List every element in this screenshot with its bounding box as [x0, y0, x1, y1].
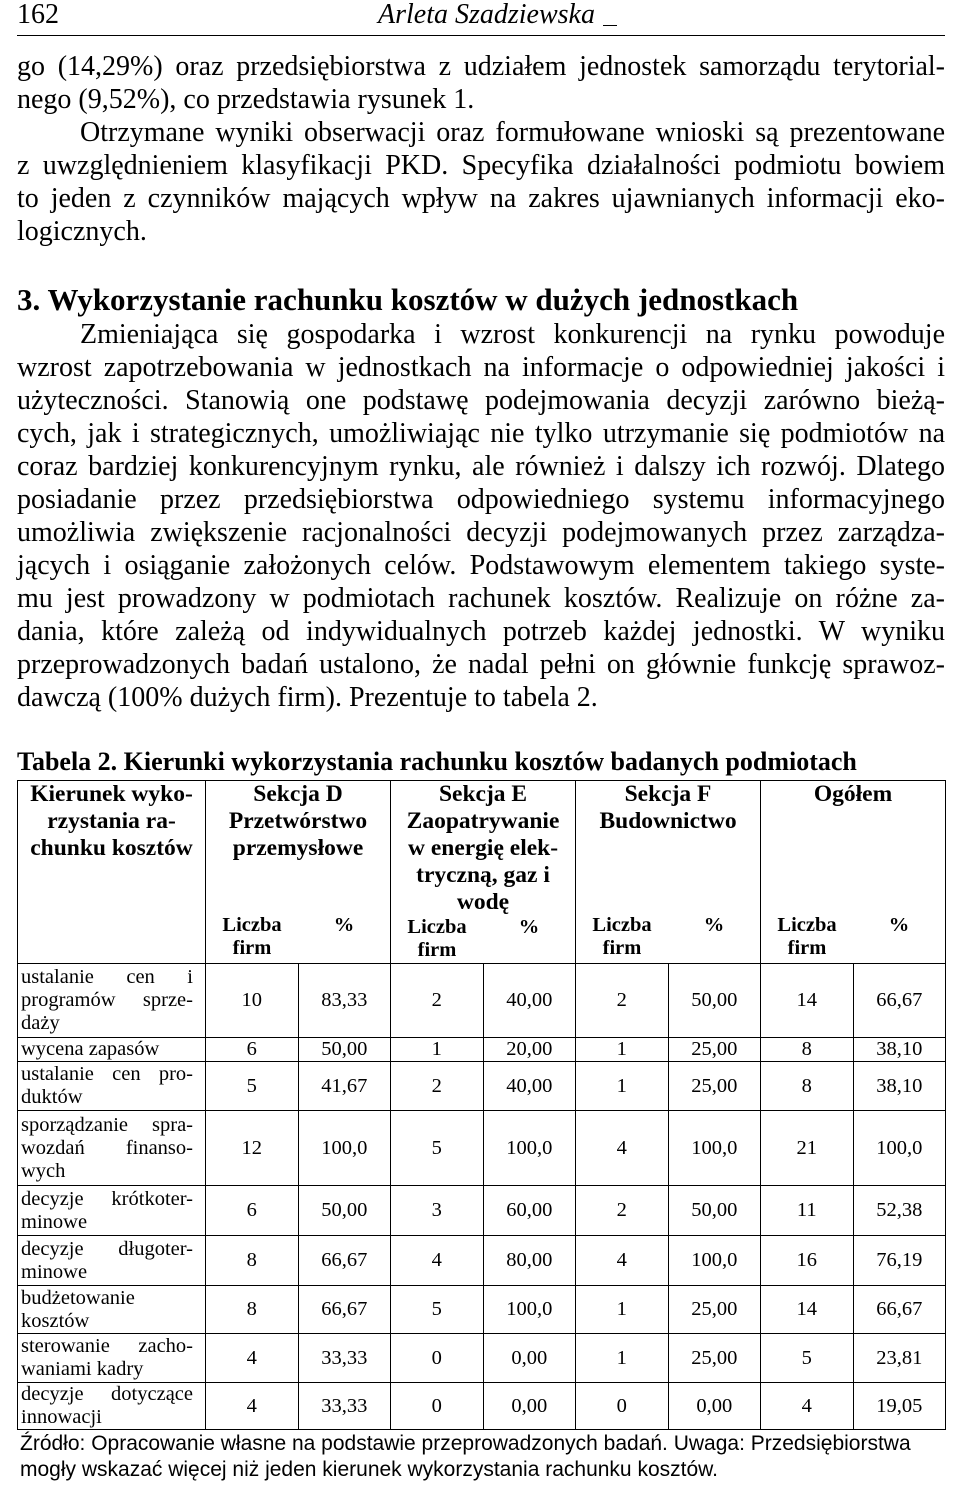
label-line: minowe	[21, 1260, 88, 1283]
running-head-author: Arleta Szadziewska	[378, 0, 595, 30]
value-cell: 66,67	[853, 964, 946, 1038]
sub-header-line: firm	[417, 939, 457, 961]
value-cell: 0	[391, 1334, 484, 1383]
value-cell: 50,00	[668, 1186, 761, 1236]
value-cell: 0	[576, 1383, 669, 1430]
value-cell: 6	[206, 1186, 299, 1236]
label-line: kosztów	[21, 1309, 90, 1332]
page-number: 162	[17, 0, 59, 30]
section-name	[576, 781, 760, 835]
value-cell: 76,19	[853, 1236, 946, 1286]
value-cell: 1	[576, 1062, 669, 1111]
section-header-inner	[576, 781, 760, 962]
text-line: jących i osiąganie założonych celów. Podstawowym elementem takiego syste-	[17, 550, 945, 581]
sub-header-row	[761, 914, 945, 962]
value-cell: 16	[761, 1236, 854, 1286]
sub-header-line: firm	[602, 937, 642, 959]
section-name	[761, 781, 945, 808]
label-line: daży	[21, 1012, 60, 1034]
paragraph	[17, 116, 945, 248]
percent-sub-header: %	[518, 916, 540, 938]
value-cell: 66,67	[298, 1286, 391, 1334]
value-cell: 0,00	[483, 1334, 576, 1383]
table-row	[18, 1186, 946, 1236]
text-line: użyteczności. Stanowią one podstawę podejmowania decyzji zarówno bieżą-	[17, 385, 945, 416]
text-line: dawczą (100% dużych firm). Prezentuje to tabela 2.	[17, 682, 598, 713]
text-line: wzrost zapotrzebowania w jednostkach na informacje o odpowiedniej jakości i	[17, 352, 945, 383]
value-cell: 41,67	[298, 1062, 391, 1111]
text-line: Otrzymane wyniki obserwacji oraz formułowane wnioski są prezentowane	[80, 117, 945, 148]
label-line: sporządzanie spra-	[21, 1113, 193, 1136]
value-cell: 1	[576, 1286, 669, 1334]
label-line: sterowanie zacho-	[21, 1335, 193, 1357]
value-cell: 40,00	[483, 1062, 576, 1111]
count-sub-header	[391, 916, 483, 962]
value-cell: 5	[391, 1286, 484, 1334]
label-line: decyzje krótkoter-	[21, 1187, 193, 1210]
value-cell: 5	[391, 1111, 484, 1186]
value-cell: 100,0	[853, 1111, 946, 1186]
text-line: cych, jak i strategicznych, umożliwiając nie tylko utrzymanie się podmiotów na	[17, 418, 945, 449]
value-cell: 4	[761, 1383, 854, 1430]
section-header-inner	[206, 781, 390, 962]
value-cell: 33,33	[298, 1334, 391, 1383]
value-cell: 14	[761, 1286, 854, 1334]
value-cell: 2	[391, 1062, 484, 1111]
value-cell: 8	[206, 1286, 299, 1334]
header-row	[18, 781, 946, 964]
row-label-cell	[18, 1111, 206, 1186]
value-cell: 0,00	[483, 1383, 576, 1430]
value-cell: 100,0	[483, 1286, 576, 1334]
row-label-cell	[18, 1038, 206, 1062]
value-cell: 100,0	[668, 1111, 761, 1186]
section-name	[206, 781, 390, 862]
label-line: minowe	[21, 1210, 88, 1233]
label-line: wozdań finanso-	[21, 1136, 193, 1159]
count-sub-header	[761, 914, 853, 960]
total-header	[761, 781, 946, 964]
table-row	[18, 1383, 946, 1430]
row-label-cell	[18, 964, 206, 1038]
header-line: wodę	[456, 889, 510, 915]
value-cell: 38,10	[853, 1038, 946, 1062]
value-cell: 0	[391, 1383, 484, 1430]
value-cell: 100,0	[668, 1236, 761, 1286]
sub-header-line: Liczba	[592, 914, 652, 936]
source-line: Źródło: Opracowanie własne na podstawie przeprowadzonych badań. Uwaga: Przedsiębiorstwa	[20, 1432, 911, 1455]
label-line: waniami kadry	[21, 1358, 144, 1380]
value-cell: 66,67	[853, 1286, 946, 1334]
table-body	[18, 964, 946, 1430]
row-label-cell	[18, 1286, 206, 1334]
value-cell: 1	[576, 1038, 669, 1062]
section-header-inner	[391, 781, 575, 962]
value-cell: 23,81	[853, 1334, 946, 1383]
value-cell: 25,00	[668, 1286, 761, 1334]
value-cell: 100,0	[298, 1111, 391, 1186]
corner-header	[18, 781, 206, 964]
value-cell: 3	[391, 1186, 484, 1236]
text-line: nego (9,52%), co przedstawia rysunek 1.	[17, 84, 475, 115]
value-cell: 50,00	[298, 1038, 391, 1062]
label-line: programów sprze-	[21, 989, 193, 1011]
header-line: tryczną, gaz i	[416, 862, 550, 888]
value-cell: 40,00	[483, 964, 576, 1038]
header-line: Zaopatrywanie	[406, 808, 560, 834]
text-line: to jeden z czynników mających wpływ na zakres ujawnianych informacji eko-	[17, 183, 945, 214]
value-cell: 100,0	[483, 1111, 576, 1186]
running-head-mark	[603, 25, 617, 26]
value-cell: 4	[576, 1236, 669, 1286]
header-line: Sekcja E	[438, 781, 528, 807]
sub-header-line: firm	[787, 937, 827, 959]
text-line: dania, które zależą od indywidualnych potrzeb każdej jednostki. W wyniku	[17, 616, 945, 647]
value-cell: 0,00	[668, 1383, 761, 1430]
table-caption: Tabela 2. Kierunki wykorzystania rachunku kosztów badanych podmiotach	[17, 747, 857, 776]
sub-header-row	[391, 916, 575, 964]
value-cell: 11	[761, 1186, 854, 1236]
source-line: mogły wskazać więcej niż jeden kierunek wykorzystania rachunku kosztów.	[20, 1458, 718, 1481]
header-line: chunku kosztów	[30, 835, 193, 861]
value-cell: 4	[206, 1334, 299, 1383]
label-line: decyzje długoter-	[21, 1237, 193, 1260]
label-line: ustalanie cen pro-	[21, 1063, 193, 1085]
text-line: posiadanie przez przedsiębiorstwa odpowiedniego systemu informacyjnego	[17, 484, 945, 515]
header-line: rzystania ra-	[47, 808, 176, 834]
value-cell: 50,00	[298, 1186, 391, 1236]
text-line: mu jest prowadzony w podmiotach rachunek kosztów. Realizuje on różne za-	[17, 583, 945, 614]
value-cell: 14	[761, 964, 854, 1038]
data-table	[17, 780, 946, 1430]
section-header-inner	[761, 781, 945, 962]
value-cell: 21	[761, 1111, 854, 1186]
label-line: wych	[21, 1159, 66, 1182]
table-row	[18, 1236, 946, 1286]
header-line: Budownictwo	[599, 808, 737, 834]
section-text	[17, 318, 945, 714]
section-heading: 3. Wykorzystanie rachunku kosztów w dużych jednostkach	[17, 282, 799, 317]
value-cell: 33,33	[298, 1383, 391, 1430]
header-line: Sekcja F	[624, 781, 712, 807]
table-row	[18, 1334, 946, 1383]
text-line: logicznych.	[17, 216, 147, 247]
label-line: innowacji	[21, 1406, 102, 1428]
intro-text	[17, 50, 945, 248]
table-row	[18, 1038, 946, 1062]
header-line: Sekcja D	[253, 781, 343, 807]
value-cell: 66,67	[298, 1236, 391, 1286]
row-label-cell	[18, 1062, 206, 1111]
sub-header-row	[206, 914, 390, 962]
sub-header-line: Liczba	[222, 914, 282, 936]
value-cell: 4	[206, 1383, 299, 1430]
value-cell: 38,10	[853, 1062, 946, 1111]
value-cell: 52,38	[853, 1186, 946, 1236]
text-line: Zmieniająca się gospodarka i wzrost konkurencji na rynku powoduje	[80, 319, 945, 350]
paragraph	[17, 50, 945, 116]
table-row	[18, 1062, 946, 1111]
label-line: wycena zapasów	[21, 1038, 160, 1060]
source-note	[20, 1431, 945, 1483]
section-f-header	[576, 781, 761, 964]
section-d-header	[206, 781, 391, 964]
value-cell: 19,05	[853, 1383, 946, 1430]
row-label-cell	[18, 1383, 206, 1430]
percent-sub-header: %	[888, 914, 910, 936]
table-row	[18, 1111, 946, 1186]
header-line: w energię elek-	[407, 835, 559, 861]
value-cell: 2	[391, 964, 484, 1038]
paragraph	[17, 318, 945, 714]
row-label-cell	[18, 1334, 206, 1383]
sub-header-row	[576, 914, 760, 962]
row-label-cell	[18, 1186, 206, 1236]
label-line: duktów	[21, 1086, 83, 1108]
label-line: ustalanie cen i	[21, 966, 193, 988]
sub-header-line: firm	[232, 937, 272, 959]
table-header	[18, 781, 946, 964]
value-cell: 83,33	[298, 964, 391, 1038]
table-row	[18, 1286, 946, 1334]
value-cell: 1	[576, 1334, 669, 1383]
table-row	[18, 964, 946, 1038]
label-line: budżetowanie	[21, 1286, 135, 1309]
value-cell: 8	[206, 1236, 299, 1286]
sub-header-line: Liczba	[777, 914, 837, 936]
header-line: Ogółem	[813, 781, 893, 807]
count-sub-header	[206, 914, 298, 960]
value-cell: 60,00	[483, 1186, 576, 1236]
section-e-header	[391, 781, 576, 964]
percent-sub-header: %	[703, 914, 725, 936]
value-cell: 25,00	[668, 1038, 761, 1062]
text-line: coraz bardziej konkurencyjnym rynku, ale również i dalszy ich rozwój. Dlatego	[17, 451, 945, 482]
corner-header-text	[18, 781, 205, 862]
value-cell: 4	[576, 1111, 669, 1186]
section-name	[391, 781, 575, 916]
value-cell: 8	[761, 1038, 854, 1062]
value-cell: 20,00	[483, 1038, 576, 1062]
value-cell: 5	[761, 1334, 854, 1383]
header-line: Przetwórstwo	[228, 808, 368, 834]
text-line: z uwzględnieniem klasyfikacji PKD. Specyfika działalności podmiotu bowiem	[17, 150, 945, 181]
header-line: Kierunek wyko-	[30, 781, 193, 807]
value-cell: 4	[391, 1236, 484, 1286]
value-cell: 6	[206, 1038, 299, 1062]
value-cell: 5	[206, 1062, 299, 1111]
value-cell: 1	[391, 1038, 484, 1062]
sub-header-line: Liczba	[407, 916, 467, 938]
count-sub-header	[576, 914, 668, 960]
value-cell: 10	[206, 964, 299, 1038]
header-line: przemysłowe	[232, 835, 364, 861]
percent-sub-header: %	[333, 914, 355, 936]
value-cell: 12	[206, 1111, 299, 1186]
value-cell: 50,00	[668, 964, 761, 1038]
row-label-cell	[18, 1236, 206, 1286]
value-cell: 25,00	[668, 1062, 761, 1111]
header-rule	[17, 35, 945, 36]
text-line: go (14,29%) oraz przedsiębiorstwa z udziałem jednostek samorządu terytorial-	[17, 51, 945, 82]
value-cell: 2	[576, 964, 669, 1038]
value-cell: 80,00	[483, 1236, 576, 1286]
value-cell: 8	[761, 1062, 854, 1111]
label-line: decyzje dotyczące	[21, 1383, 193, 1405]
text-line: umożliwia zwiększenie racjonalności decyzji podejmowanych przez zarządza-	[17, 517, 945, 548]
value-cell: 2	[576, 1186, 669, 1236]
value-cell: 25,00	[668, 1334, 761, 1383]
text-line: przeprowadzonych badań ustalono, że nadal pełni on głównie funkcję sprawoz-	[17, 649, 945, 680]
